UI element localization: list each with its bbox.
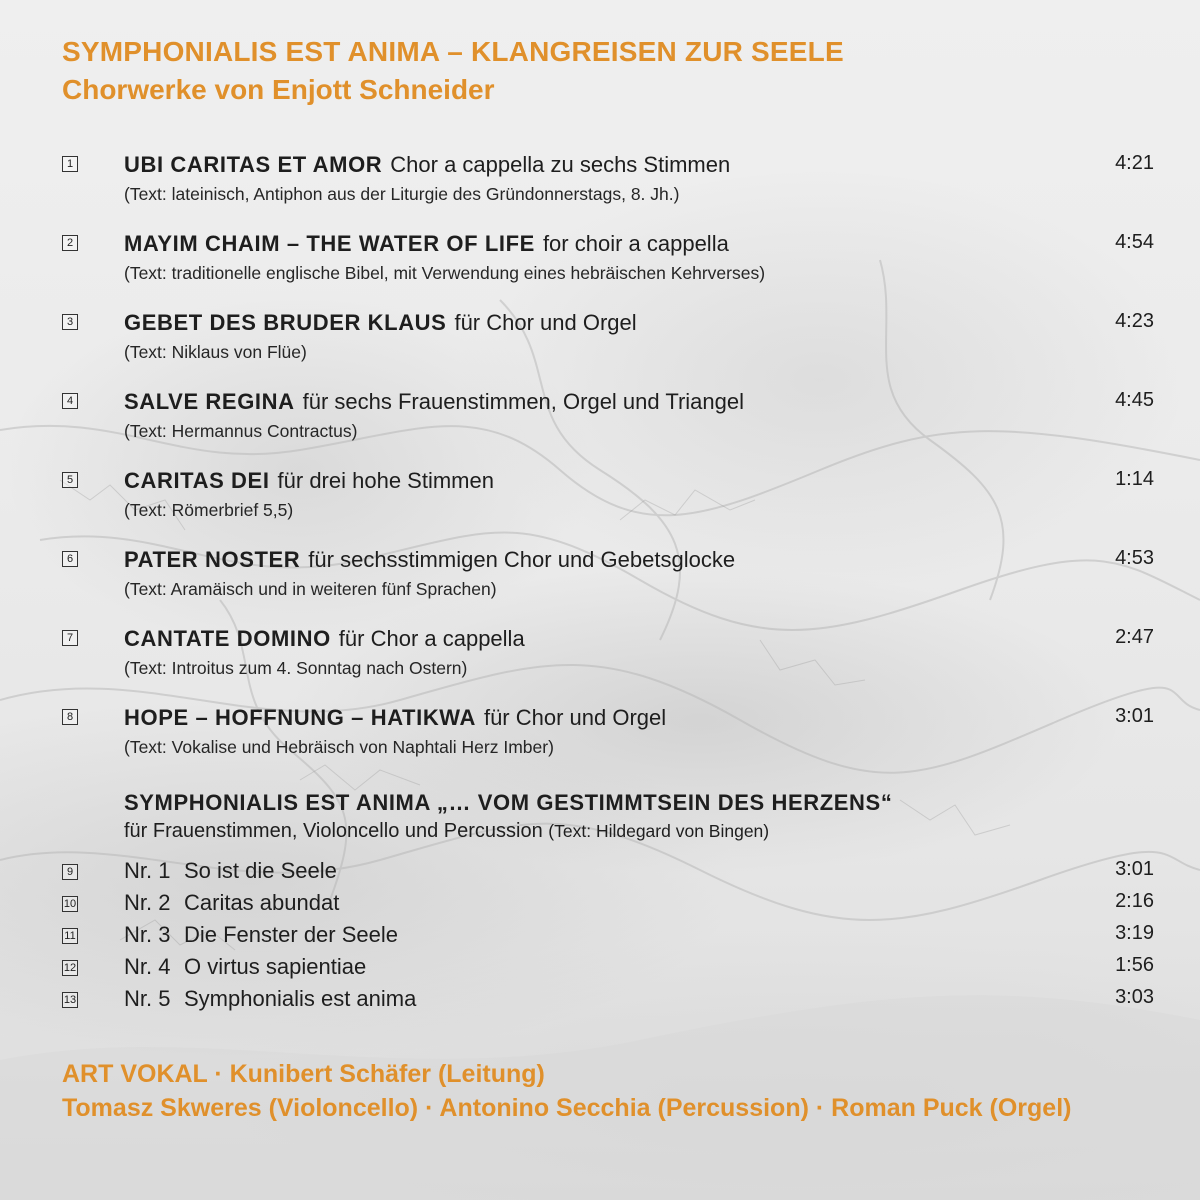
- performers-line-1: ART VOKAL · Kunibert Schäfer (Leitung): [62, 1060, 545, 1088]
- track-duration: 4:23: [1115, 310, 1154, 332]
- track-number-box: 6: [62, 551, 78, 567]
- track-text-note: (Text: Vokalise und Hebräisch von Naphtali Herz Imber): [124, 737, 554, 757]
- track-title: CARITAS DEI: [124, 468, 270, 493]
- track-duration: 2:47: [1115, 626, 1154, 648]
- track-description: für sechsstimmigen Chor und Gebetsglocke: [308, 547, 736, 572]
- track-duration: 1:14: [1115, 468, 1154, 490]
- movement-nr: Nr. 3: [124, 922, 171, 947]
- movement-title: Caritas abundat: [184, 890, 340, 915]
- track-text-note: (Text: traditionelle englische Bibel, mit Verwendung eines hebräischen Kehrverses): [124, 263, 766, 283]
- track-text-note: (Text: Introitus zum 4. Sonntag nach Ostern): [124, 658, 468, 678]
- track-duration: 4:54: [1115, 231, 1154, 253]
- track-title: UBI CARITAS ET AMOR: [124, 152, 383, 177]
- track-description: für Chor a cappella: [338, 626, 525, 651]
- track-number-box: 12: [63, 962, 77, 974]
- track-duration: 4:53: [1115, 547, 1154, 569]
- album-subtitle: Chorwerke von Enjott Schneider: [62, 74, 495, 105]
- track-title: PATER NOSTER: [124, 547, 301, 572]
- track-number-box: 3: [62, 314, 78, 330]
- track-title: HOPE – HOFFNUNG – HATIKWA: [124, 705, 476, 730]
- movement-row: [0, 922, 1200, 950]
- track-duration: 3:01: [1115, 858, 1154, 880]
- movement-nr: Nr. 2: [124, 890, 171, 915]
- movement-title: So ist die Seele: [184, 858, 337, 883]
- track-text-note: (Text: Hermannus Contractus): [124, 421, 358, 441]
- track-number-box: 10: [63, 898, 77, 910]
- track-description: Chor a cappella zu sechs Stimmen: [390, 152, 731, 177]
- movement-row: [0, 954, 1200, 982]
- movement-nr: Nr. 1: [124, 858, 171, 883]
- track-description: for choir a cappella: [542, 231, 729, 256]
- track-number-box: 11: [62, 928, 78, 944]
- movement-title: O virtus sapientiae: [184, 954, 367, 979]
- movement-row: [0, 986, 1200, 1014]
- track-number-box: 13: [63, 994, 77, 1006]
- cycle-description: für Frauenstimmen, Violoncello und Percussion: [124, 820, 543, 842]
- track-number-box: 8: [62, 709, 78, 725]
- movement-row: [0, 858, 1200, 886]
- movement-title: Symphonialis est anima: [184, 986, 417, 1011]
- track-title: CANTATE DOMINO: [124, 626, 331, 651]
- track-description: für Chor und Orgel: [483, 705, 667, 730]
- track-text-note: (Text: Aramäisch und in weiteren fünf Sprachen): [124, 579, 497, 599]
- track-number-box: 9: [62, 864, 78, 880]
- track-description: für drei hohe Stimmen: [277, 468, 494, 493]
- cycle-title: SYMPHONIALIS EST ANIMA „… VOM GESTIMMTSEIN DES HERZENS“: [124, 790, 893, 815]
- track-text-note: (Text: lateinisch, Antiphon aus der Liturgie des Gründonnerstags, 8. Jh.): [124, 184, 680, 204]
- track-text-note: (Text: Römerbrief 5,5): [124, 500, 294, 520]
- track-title: MAYIM CHAIM – THE WATER OF LIFE: [124, 231, 535, 256]
- track-duration: 4:45: [1115, 389, 1154, 411]
- track-number-box: 7: [62, 630, 78, 646]
- track-number-box: 4: [62, 393, 78, 409]
- track-title: SALVE REGINA: [124, 389, 295, 414]
- track-duration: 4:21: [1115, 152, 1154, 174]
- movement-title: Die Fenster der Seele: [184, 922, 398, 947]
- album-title: SYMPHONIALIS EST ANIMA – KLANGREISEN ZUR SEELE: [62, 36, 844, 67]
- cycle-text-note: (Text: Hildegard von Bingen): [548, 821, 770, 841]
- track-duration: 3:01: [1115, 705, 1154, 727]
- movement-row: [0, 890, 1200, 918]
- track-duration: 2:16: [1115, 890, 1154, 912]
- track-duration: 1:56: [1115, 954, 1154, 976]
- movement-nr: Nr. 4: [124, 954, 171, 979]
- track-number-box: 2: [62, 235, 78, 251]
- track-number-box: 1: [62, 156, 78, 172]
- movement-nr: Nr. 5: [124, 986, 171, 1011]
- track-description: für Chor und Orgel: [454, 310, 637, 335]
- track-number-box: 5: [62, 472, 78, 488]
- track-text-note: (Text: Niklaus von Flüe): [124, 342, 307, 362]
- cycle-description-line: [124, 820, 769, 843]
- track-duration: 3:03: [1115, 986, 1154, 1008]
- track-description: für sechs Frauenstimmen, Orgel und Triangel: [302, 389, 745, 414]
- track-title: GEBET DES BRUDER KLAUS: [124, 310, 447, 335]
- performers-line-2: Tomasz Skweres (Violoncello) · Antonino Secchia (Percussion) · Roman Puck (Orgel): [62, 1094, 1072, 1122]
- track-duration: 3:19: [1115, 922, 1154, 944]
